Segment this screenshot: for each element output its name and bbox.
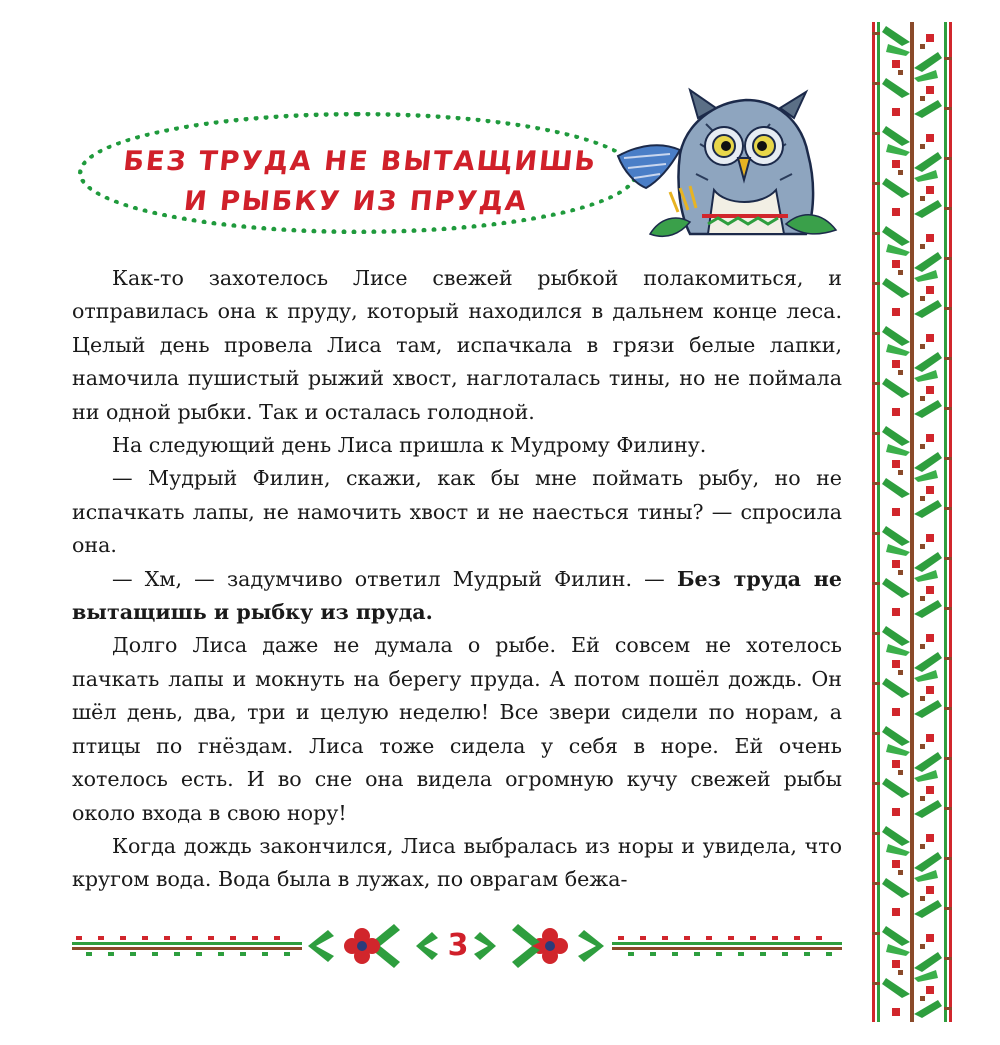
embroidery-border-icon xyxy=(872,22,952,1022)
story-text xyxy=(72,262,842,897)
paragraph-dialogue xyxy=(72,563,842,630)
flower-icon xyxy=(532,928,568,964)
ornament-band-left xyxy=(72,936,302,956)
proverb-text: Без труда не вытащишь и рыбку из пруда. xyxy=(72,566,842,625)
paragraph: — Мудрый Филин, скажи, как бы мне поймать рыбу, но не испачкать лапы, не намочить хвост и не наесться тины? — спросила она. xyxy=(72,466,842,558)
title-line-1: БЕЗ ТРУДА НЕ ВЫТАЩИШЬ xyxy=(121,146,599,177)
page-number: 3 xyxy=(447,928,469,963)
title-line-2: И РЫБКУ ИЗ ПРУДА xyxy=(182,186,530,217)
page-title xyxy=(74,142,642,222)
paragraph: На следующий день Лиса пришла к Мудрому Филину. xyxy=(112,433,707,458)
owl-illustration-icon xyxy=(610,84,842,244)
paragraph: Долго Лиса даже не думала о рыбе. Ей совсем не хотелось пачкать лапы и мокнуть на берегу пруда. А потом пошёл дождь. Он шёл день, два, три и целую неделю! Все звери сидели по норам, а птицы по гнёздам. Лиса тоже сидела у себя в норе. Ей очень хотелось есть. И во сне она видела огромную кучу свежей рыбы около входа в свою нору! xyxy=(72,633,842,825)
ornament-band-right xyxy=(612,936,842,956)
dialogue-text: — Хм, — задумчиво ответил Мудрый Филин. — xyxy=(112,566,677,591)
flower-icon xyxy=(344,928,380,964)
paragraph: Как-то захотелось Лисе свежей рыбкой полакомиться, и отправилась она к пруду, который находился в дальнем конце леса. Целый день провела Лиса там, испачкала в грязи белые лапки, намочила пушистый рыжий хвост, наглоталась тины, но не поймала ни одной рыбки. Так и осталась голодной. xyxy=(72,266,842,424)
paragraph: Когда дождь закончился, Лиса выбралась из норы и увидела, что кругом вода. Вода была в лужах, по оврагам бежа- xyxy=(72,833,842,892)
